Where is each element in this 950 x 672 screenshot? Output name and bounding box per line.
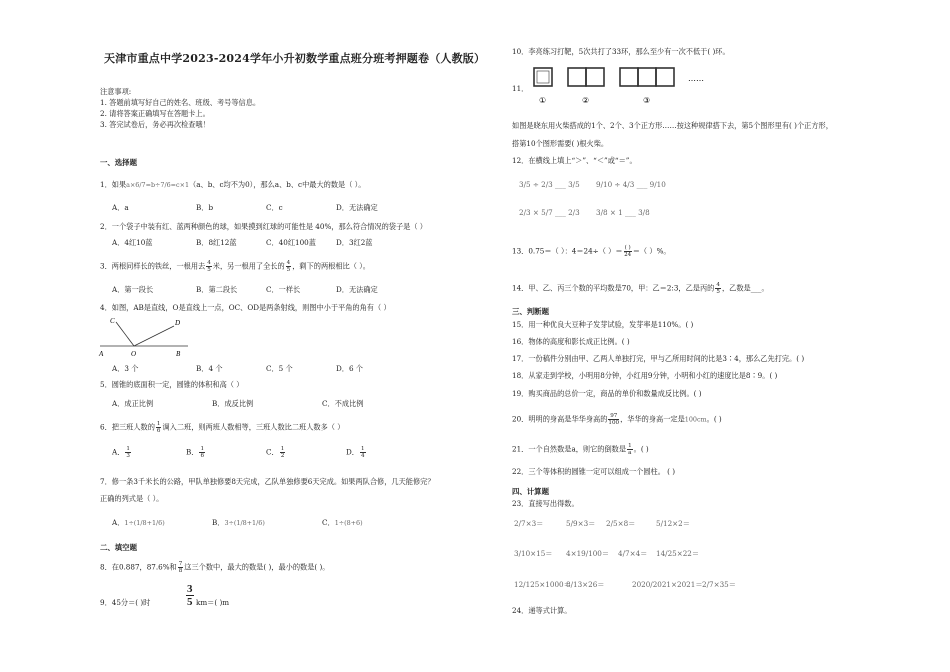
q11-label-3: ③ (643, 96, 651, 105)
q3-lead: 3．两根同样长的铁丝，一根用去 (100, 261, 206, 271)
q6-opt-d-den: 4 (360, 453, 365, 459)
q13-tail: ＝（ ）%。 (632, 246, 671, 256)
q2-option-c: C．40红100蓝 (266, 238, 316, 247)
q9-big-num: 3 (187, 583, 193, 595)
section-judge-heading: 三、判断题 (512, 307, 549, 316)
q1-tail: （a、b、c均不为0），那么a、b、c中最大的数是（ ）。 (189, 180, 366, 189)
q4-option-b: B．4 个 (196, 364, 223, 373)
calc-1-1: 2/7×3＝ (514, 519, 544, 528)
q1-expression: a×6/7=b÷7/6=c×1 (126, 181, 190, 189)
question-19: 19．购买商品的总价一定，商品的单价和数量成反比例。( ) (512, 389, 702, 398)
q20-lead: 20．明明的身高是华华身高的 (512, 414, 608, 424)
q4-option-d: D．6 个 (336, 364, 363, 373)
q6-opt-a-num: 1 (126, 446, 130, 452)
calc-1-4: 5/12×2＝ (656, 519, 690, 528)
q6-opt-b-num: 1 (200, 446, 205, 452)
q1-option-d: D．无法确定 (336, 203, 378, 212)
page-title: 天津市重点中学2023-2024学年小升初数学重点班分班考押题卷（人教版） (104, 52, 486, 65)
q6-frac-den: 6 (156, 428, 161, 434)
question-15: 15．用一种优良大豆种子发芽试验，发芽率是110%。( ) (512, 320, 694, 329)
q3-frac-num: 4 (207, 260, 211, 266)
question-4: 4．如图，AB是直线，O是直线上一点，OC、OD是两条射线，则图中小于平角的角有（ ） (100, 303, 391, 312)
q3-option-d: D．无法确定 (336, 285, 378, 294)
q7-opt-a-label: A． (112, 518, 125, 527)
q1-option-a: A．a (112, 203, 129, 212)
q13-fraction (624, 245, 632, 258)
q1-lead: 1．如果 (100, 180, 127, 189)
question-2: 2．一个袋子中装有红、蓝两种颜色的球，如果摸到红球的可能性是 40%，那么符合情况的袋子是（ ） (100, 222, 427, 231)
question-16: 16．物体的高度和影长成正比例。( ) (512, 337, 630, 346)
question-8 (100, 561, 329, 574)
question-22: 22．三个等体积的圆锥一定可以组成一个圆柱。 ( ) (512, 467, 676, 476)
calc-1-2: 5/9×3＝ (566, 519, 596, 528)
q11-text-line-2: 搭第10个图形需要( )根火柴。 (512, 139, 609, 148)
question-13 (512, 245, 671, 258)
q2-option-d: D．3红2蓝 (336, 238, 373, 247)
q4-label-o: O (131, 350, 137, 358)
notes-heading: 注意事项: (100, 87, 132, 96)
q8-frac-den: 8 (178, 568, 183, 574)
q6-opt-c-num: 1 (280, 446, 285, 452)
q21-frac-num: 1 (628, 443, 632, 449)
q3-fraction (206, 260, 212, 273)
q6-opt-b-frac (199, 446, 205, 459)
q6-opt-c-frac (280, 446, 286, 459)
calc-2-3: 4/7×4＝ (618, 549, 648, 558)
q14-frac-num: 4 (716, 282, 720, 288)
q12-compare-3: 2/3 × 5/7 ___ 2/3 (519, 208, 580, 217)
question-14 (512, 282, 769, 295)
q3-option-b: B．第二段长 (196, 285, 238, 294)
q4-label-a: A (99, 350, 104, 358)
note-2: 2. 请将答案正确填写在答题卡上。 (100, 109, 210, 118)
calc-3-3: 2020/2021×2021＝ (632, 580, 703, 589)
q12-compare-4: 3/8 × 1 ___ 3/8 (596, 208, 650, 217)
q6-opt-d-frac (360, 446, 366, 459)
q7-option-a (112, 518, 165, 528)
q20-frac-den: 100 (608, 420, 620, 426)
q6-opt-a-frac (125, 446, 131, 459)
question-12: 12．在横线上填上“＞”、“＜”或“＝”。 (512, 156, 637, 165)
q7-opt-a-expr: 1÷(1/8+1/6) (124, 519, 165, 527)
q5-option-a: A．成正比例 (112, 399, 154, 408)
q3-option-a: A．第一段长 (112, 285, 154, 294)
q6-opt-c-den: 2 (280, 453, 285, 459)
section-fill-heading: 二、填空题 (100, 543, 137, 552)
q21-lead: 21．一个自然数是a，则它的倒数是 (512, 444, 627, 454)
q3-tail: ，剩下的两根相比（ ）。 (292, 261, 370, 271)
q9-big-fraction (186, 583, 194, 608)
q11-text-line-1: 如图是晓东用火柴搭成的1个、2个、3个正方形……按这种规律搭下去，第5个图形里有( )个正方形， (512, 121, 833, 130)
q7-opt-b-expr: 3÷(1/8+1/6) (224, 519, 265, 527)
q7-opt-c-label: C． (322, 518, 335, 527)
q6-opt-b-den: 6 (200, 453, 205, 459)
question-5: 5．圆锥的底面积一定，圆锥的体积和高（ ） (100, 380, 244, 389)
question-10: 10．李亮练习打靶，5次共打了33环，那么至少有一次不低于( )环。 (512, 47, 730, 56)
question-23: 23．直接写出得数。 (512, 499, 579, 508)
q2-option-b: B．8红12蓝 (196, 238, 237, 247)
q11-label-2: ② (582, 96, 590, 105)
q8-frac-num: 7 (178, 561, 183, 567)
q6-opt-d-num: 1 (360, 446, 365, 452)
calc-2-4: 14/25×22＝ (656, 549, 700, 558)
q13-lead: 13．0.75＝（ ）：4＝24÷（ ）＝ (512, 246, 623, 256)
q3-frac2-num: 4 (286, 260, 291, 266)
q7-opt-c-expr: 1÷(8+6) (334, 519, 363, 527)
q7-option-c (322, 518, 363, 528)
question-20 (512, 413, 722, 426)
question-18: 18．从家走到学校，小明用8分钟，小红用9分钟，小明和小红的速度比是8∶9。( ) (512, 371, 778, 380)
q8-lead: 8．在0.887，87.6%和 (100, 562, 177, 572)
question-3 (100, 260, 370, 273)
q14-lead: 14．甲、乙、丙三个数的平均数是70，甲：乙＝2:3，乙是丙的 (512, 283, 715, 293)
q3-frac2-den: 5 (286, 267, 291, 273)
q20-mid: ，华华的身高一定是 (620, 414, 685, 424)
q21-frac-den: a (628, 450, 632, 456)
q6-tail: 调入二班，则两班人数相等，三班人数比二班人数多（ ） (162, 422, 345, 432)
q20-frac-num: 97 (610, 413, 618, 419)
q6-option-a (112, 446, 132, 459)
q9-lead: 9．45分＝( )时 (100, 598, 151, 607)
q13-frac-blank: ( ) (624, 245, 631, 251)
calc-2-2: 4×19/100＝ (566, 549, 610, 558)
q20-small: 100cm (684, 415, 707, 424)
q11-label-1: ① (539, 96, 547, 105)
q9-big-den: 5 (187, 596, 193, 608)
question-1 (100, 180, 365, 190)
q3-fraction-2 (286, 260, 292, 273)
question-21 (512, 443, 649, 456)
q12-compare-2: 9/10 ÷ 4/3 ___ 9/10 (596, 180, 666, 189)
q12-compare-1: 3/5 ÷ 2/3 ___ 3/5 (519, 180, 580, 189)
question-11-number: 11． (512, 84, 529, 93)
question-17: 17．一份稿件分别由甲、乙两人单独打完，甲与乙所用时间的比是3∶4，那么乙先打完。( ) (512, 354, 805, 363)
section-choice-heading: 一、选择题 (100, 158, 137, 167)
question-7-line-1: 7．修一条3千米长的公路，甲队单独修要8天完成，乙队单独修要6天完成。如果两队合修，几天能修完？ (100, 477, 435, 486)
q1-option-b: B．b (196, 203, 214, 212)
q8-tail: 这三个数中，最大的数是( )，最小的数是( )。 (184, 562, 330, 572)
q6-opt-a-label: A． (112, 447, 125, 457)
q5-option-c: C．不成比例 (322, 399, 364, 408)
q14-fraction (715, 282, 721, 295)
q3-mid: 米，另一根用了全长的 (212, 261, 285, 271)
q7-opt-b-label: B． (212, 518, 225, 527)
q6-fraction (156, 421, 162, 434)
q21-fraction (627, 443, 633, 456)
q6-option-b (186, 446, 206, 459)
q2-option-a: A．4红10蓝 (112, 238, 153, 247)
q11-matchstick-figure (532, 64, 722, 108)
q7-option-b (212, 518, 265, 528)
q6-option-c (266, 446, 286, 459)
q4-option-c: C．5 个 (266, 364, 293, 373)
q9-tail: km＝( )m (196, 598, 230, 607)
note-3: 3. 答完试卷后，务必再次检查哦！ (100, 120, 210, 129)
q3-frac-den: 5 (207, 267, 211, 273)
q4-option-a: A．3 个 (112, 364, 139, 373)
q20-fraction (608, 413, 619, 426)
q1-option-c: C．c (266, 203, 283, 212)
q6-option-d (346, 446, 367, 459)
calc-2-1: 3/10×15＝ (514, 549, 553, 558)
q4-angle-figure (96, 314, 196, 360)
q4-label-c: C (110, 317, 115, 325)
q13-frac-den: 24 (624, 252, 632, 258)
calc-3-4: 2/7×35＝ (702, 580, 736, 589)
calc-3-1: 12/125×1000＝ (514, 580, 571, 589)
q14-tail: ，乙数是___。 (721, 283, 769, 293)
q6-lead: 6．把三班人数的 (100, 422, 155, 432)
q11-ellipsis: …… (688, 74, 704, 83)
q6-opt-c-label: C． (266, 447, 279, 457)
q21-tail: 。( ) (633, 444, 649, 454)
calc-1-3: 2/5×8＝ (606, 519, 636, 528)
question-9 (100, 598, 150, 607)
q6-frac-num: 1 (156, 421, 161, 427)
q6-opt-a-den: 3 (126, 453, 130, 459)
note-1: 1. 答题前填写好自己的姓名、班级、考号等信息。 (100, 98, 261, 107)
q4-label-d: D (175, 319, 181, 327)
q3-option-c: C．一样长 (266, 285, 301, 294)
q5-option-b: B．成反比例 (212, 399, 254, 408)
question-24: 24．递等式计算。 (512, 606, 572, 615)
q6-opt-d-label: D． (346, 447, 359, 457)
question-7-line-2: 正确的列式是（ ）。 (100, 494, 164, 503)
question-6 (100, 421, 344, 434)
calc-3-2: 8/13×26＝ (566, 580, 605, 589)
q6-opt-b-label: B． (186, 447, 199, 457)
section-calc-heading: 四、计算题 (512, 487, 549, 496)
q4-label-b: B (176, 350, 181, 358)
q20-tail: 。( ) (706, 414, 722, 424)
q14-frac-den: 5 (716, 289, 720, 295)
q8-fraction (178, 561, 184, 574)
